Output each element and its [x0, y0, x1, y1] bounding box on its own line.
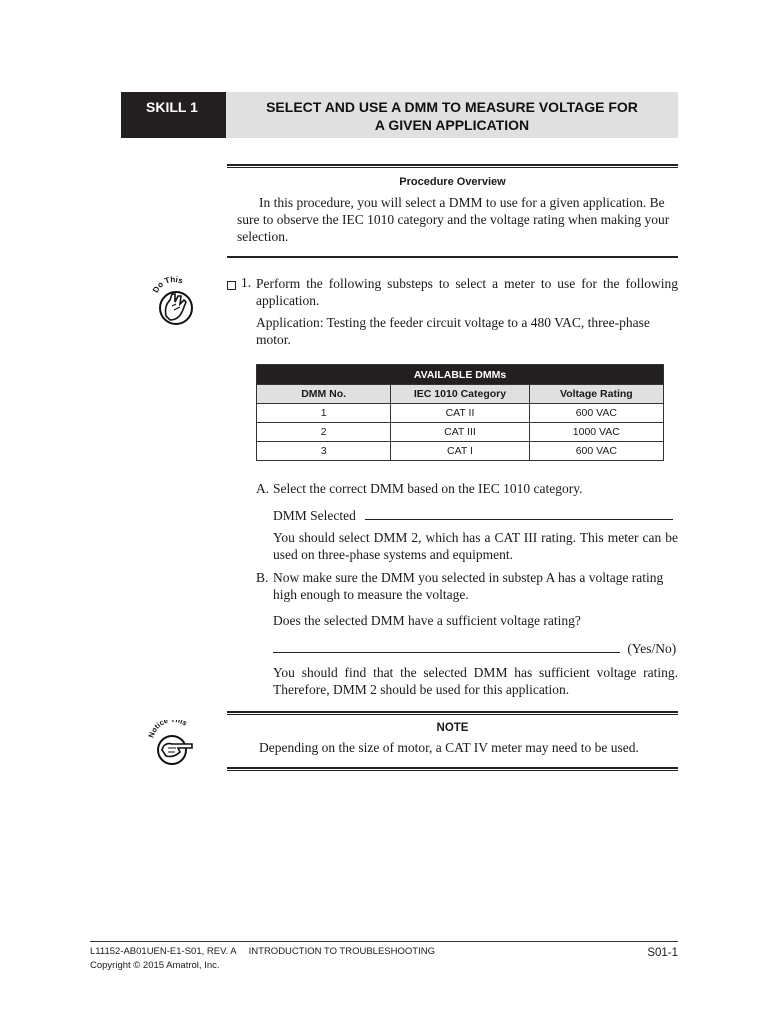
available-dmms-table: [256, 364, 664, 461]
cell-dmm-no: 1: [257, 404, 391, 423]
table-row: [257, 423, 664, 442]
substep-b-letter: B.: [256, 570, 269, 585]
notice-this-icon: [148, 720, 200, 771]
dmm-selected-field: [273, 507, 678, 524]
cell-category: CAT I: [391, 442, 529, 461]
note-top-rule: [227, 711, 678, 715]
note-bottom-rule: [227, 767, 678, 771]
substep-a-text: Select the correct DMM based on the IEC 1010 category.: [273, 481, 583, 496]
page-number: S01-1: [647, 947, 678, 959]
substep-a-answer: You should select DMM 2, which has a CAT III rating. This meter can be used on three-phase systems and equipment.: [273, 530, 678, 562]
skill-header: [121, 92, 678, 138]
overview-bottom-rule: [227, 256, 678, 258]
footer-doc-id: L11152-AB01UEN-E1-S01, REV. A: [90, 946, 237, 957]
header-voltage-rating: Voltage Rating: [529, 385, 663, 404]
sufficient-rating-field: [273, 640, 678, 657]
cell-dmm-no: 2: [257, 423, 391, 442]
skill-label: SKILL 1: [121, 92, 226, 138]
header-iec-category: IEC 1010 Category: [391, 385, 529, 404]
table-caption: AVAILABLE DMMs: [257, 365, 664, 385]
sufficient-rating-input[interactable]: [273, 640, 620, 653]
cell-dmm-no: 3: [257, 442, 391, 461]
substep-b-text: Now make sure the DMM you selected in substep A has a voltage rating high enough to measure the voltage.: [273, 570, 664, 602]
do-this-label: Do This: [151, 276, 185, 295]
step-1-checkbox[interactable]: [227, 281, 236, 290]
skill-title: [226, 92, 678, 138]
yes-no-label: (Yes/No): [627, 641, 677, 656]
cell-voltage: 1000 VAC: [529, 423, 663, 442]
dmm-selected-label: DMM Selected: [273, 508, 356, 523]
table-row: [257, 404, 664, 423]
footer-rule: [90, 941, 678, 942]
note-heading: NOTE: [436, 722, 469, 734]
substep-b-answer: You should find that the selected DMM has sufficient voltage rating. Therefore, DMM 2 should be used for this application.: [273, 665, 678, 697]
step-1-application: Application: Testing the feeder circuit voltage to a 480 VAC, three-phase motor.: [256, 315, 650, 347]
overview-top-rule: [227, 164, 678, 168]
cell-category: CAT III: [391, 423, 529, 442]
step-1-text: Perform the following substeps to select a meter to use for the following application.: [256, 276, 678, 308]
header-dmm-no: DMM No.: [257, 385, 391, 404]
do-this-icon: [150, 276, 198, 333]
cell-category: CAT II: [391, 404, 529, 423]
substep-b-question: Does the selected DMM have a sufficient voltage rating?: [273, 613, 581, 628]
table-row: [257, 442, 664, 461]
overview-text: In this procedure, you will select a DMM to use for a given application. Be sure to observe the IEC 1010 category and the voltage rating when making your selection.: [237, 195, 670, 244]
substep-a-letter: A.: [256, 481, 270, 496]
footer-copyright: Copyright © 2015 Amatrol, Inc.: [90, 960, 220, 971]
note-text: Depending on the size of motor, a CAT IV meter may need to be used.: [259, 740, 639, 755]
skill-title-line1: SELECT AND USE A DMM TO MEASURE VOLTAGE FOR: [266, 99, 638, 115]
notice-this-label: otice his: [149, 720, 189, 735]
step-1-number: 1.: [241, 275, 252, 290]
overview-heading: Procedure Overview: [399, 176, 506, 188]
skill-title-line2: A GIVEN APPLICATION: [374, 117, 530, 133]
cell-voltage: 600 VAC: [529, 442, 663, 461]
cell-voltage: 600 VAC: [529, 404, 663, 423]
footer-course: INTRODUCTION TO TROUBLESHOOTING: [248, 946, 435, 957]
footer-info: [90, 945, 435, 973]
dmm-selected-input[interactable]: [365, 507, 673, 520]
